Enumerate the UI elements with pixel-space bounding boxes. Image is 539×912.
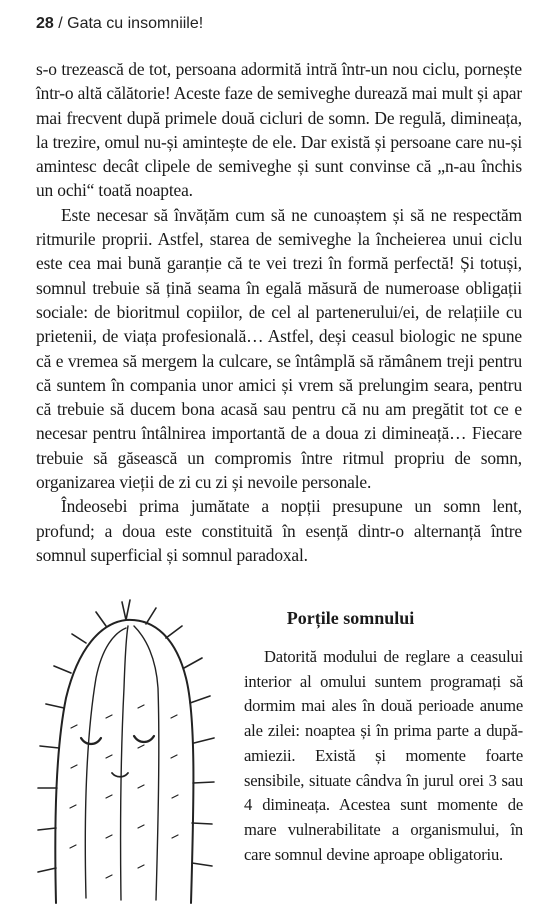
main-text (36, 57, 522, 567)
section-paragraph: Datorită modului de reglare a ceasului interior al omului suntem programați să dormim mai ales în două perioade anume ale zilei: noaptea și în prima parte a după-amiezii. Există și momente foarte sensibile, situate cândva în jurul orei 3 sau 4 dimineața. Acestea sunt momente de mare vulnerabilitate a organismului, în care somnul devine aproape obligatoriu. (244, 647, 523, 864)
paragraph: s-o trezească de tot, persoana adormită intră într-un nou ciclu, pornește într-o altă călătorie! Aceste faze de semiveghe durează mai mult și apar mai frecvent după primele două cicluri de somn. De regulă, dimineața, la trezire, omul nu-și amintește de ele. Dar există și persoane care nu-și amintesc decât clipele de semiveghe și sunt convinse că „n-au închis un ochi“ toată noaptea. (36, 59, 522, 201)
book-title: Gata cu insomniile! (67, 15, 204, 32)
paragraph: Îndeosebi prima jumătate a nopții presupune un somn lent, profund; a doua este constituită în esență dintr-o alternanță între somnul superficial și somnul paradoxal. (36, 496, 522, 565)
paragraph: Este necesar să învățăm cum să ne cunoaștem și să ne respectăm ritmurile proprii. Astfel, starea de semiveghe la încheierea unui ciclu este cea mai bună garanție că te vei trezi în formă perfectă! Și totuși, somnul trebuie să țină seama în egală măsură de numeroase obligații sociale: de bioritmul copiilor, de cel al partenerului/ei, de relațiile cu prietenii, de viața profesională… Astfel, deși ceasul biologic ne spune că e vremea să mergem la culcare, se întâmplă să rămânem treji pentru că suntem în compania unor amici și vrem să prelungim seara, pentru că trebuie să ducem bona acasă sau pentru că nu am pregătit tot ce e necesar pentru întâlnirea importantă de a doua zi dimineață… Fiecare trebuie să găsească un compromis între ritmul propriu de somn, organizarea vieții de zi cu zi și nevoile personale. (36, 204, 522, 493)
sleepy-cactus-illustration (26, 598, 236, 908)
header-separator: / (53, 15, 68, 32)
page-number: 28 (36, 15, 54, 32)
running-header (36, 15, 203, 33)
section-title: Porțile somnului (286, 608, 415, 628)
